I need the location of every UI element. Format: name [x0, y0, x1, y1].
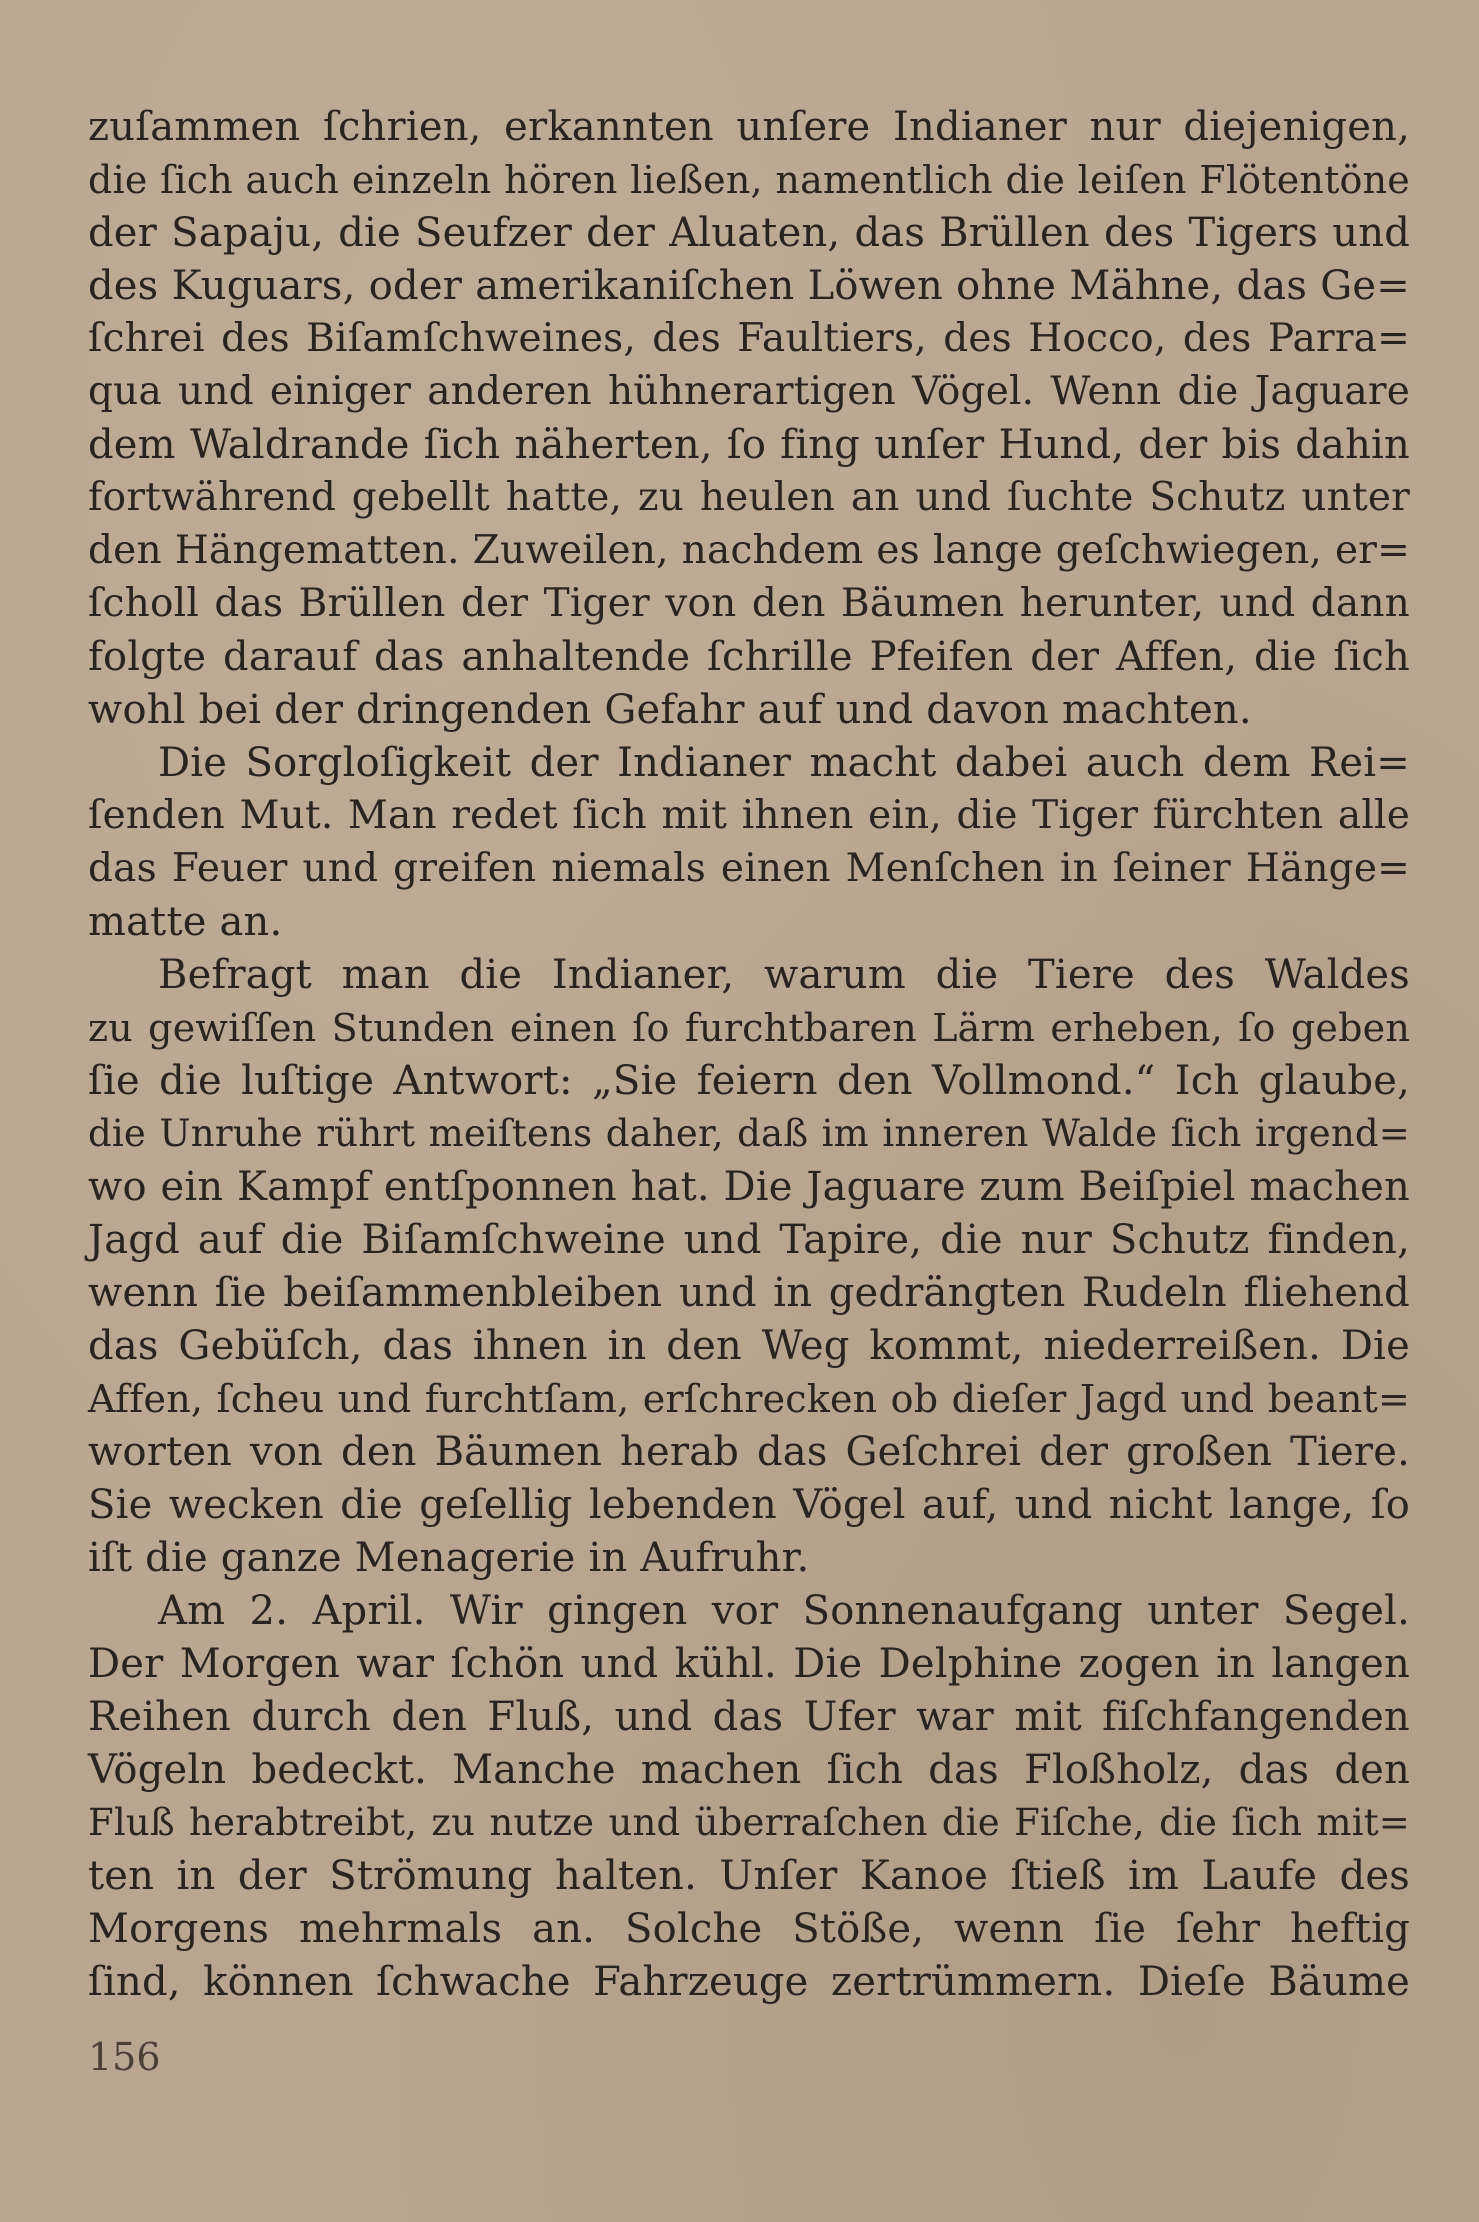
text-line: ſie die luſtige Antwort: „Sie feiern den Vollmond.“ Ich glaube, — [88, 1058, 1410, 1104]
text-line: wohl bei der dringenden Gefahr auf und davon machten. — [88, 687, 1252, 733]
text-line: den Hängematten. Zuweilen, nachdem es lange geſchwiegen, er= — [88, 528, 1410, 573]
text-line: Morgens mehrmals an. Solche Stöße, wenn ſie ſehr heftig — [88, 1906, 1410, 1952]
text-line: ſchrei des Biſamſchweines, des Faultiers, des Hocco, des Parra= — [88, 316, 1410, 361]
text-line: ſcholl das Brüllen der Tiger von den Bäumen herunter, und dann — [88, 581, 1410, 626]
text-line: ſenden Mut. Man redet ſich mit ihnen ein, die Tiger fürchten alle — [88, 793, 1410, 838]
text-line: Jagd auf die Biſamſchweine und Tapire, die nur Schutz finden, — [88, 1217, 1410, 1263]
text-line: wo ein Kampf entſponnen hat. Die Jaguare zum Beiſpiel machen — [88, 1164, 1410, 1210]
page-number: 156 — [88, 2035, 161, 2079]
text-line: die Unruhe rührt meiſtens daher, daß im inneren Walde ſich irgend= — [88, 1112, 1410, 1155]
text-line: Vögeln bedeckt. Manche machen ſich das Floßholz, das den — [88, 1747, 1410, 1793]
text-line: Affen, ſcheu und furchtſam, erſchrecken ob dieſer Jagd und beant= — [88, 1377, 1410, 1421]
text-line: worten von den Bäumen herab das Geſchrei der großen Tiere. — [88, 1429, 1410, 1475]
text-line: Sie wecken die geſellig lebenden Vögel auf, und nicht lange, ſo — [88, 1482, 1410, 1528]
text-line: Fluß herabtreibt, zu nutze und überraſchen die Fiſche, die ſich mit= — [88, 1801, 1410, 1844]
text-line: zuſammen ſchrien, erkannten unſere Indianer nur diejenigen, — [88, 104, 1410, 150]
text-line: fortwährend gebellt hatte, zu heulen an und ſuchte Schutz unter — [88, 475, 1410, 520]
text-line: Die Sorgloſigkeit der Indianer macht dabei auch dem Rei= — [158, 740, 1410, 786]
text-line: dem Waldrande ſich näherten, ſo fing unſer Hund, der bis dahin — [88, 422, 1410, 468]
text-line: zu gewiſſen Stunden einen ſo furchtbaren Lärm erheben, ſo geben — [88, 1006, 1410, 1050]
text-line: Am 2. April. Wir gingen vor Sonnenaufgang unter Segel. — [158, 1588, 1410, 1634]
text-line: iſt die ganze Menagerie in Aufruhr. — [88, 1535, 810, 1581]
text-line: die ſich auch einzeln hören ließen, namentlich die leiſen Flötentöne — [88, 158, 1410, 202]
text-line: Befragt man die Indianer, warum die Tiere des Waldes — [158, 952, 1410, 998]
text-line: Der Morgen war ſchön und kühl. Die Delphine zogen in langen — [88, 1641, 1410, 1687]
text-line: das Gebüſch, das ihnen in den Weg kommt, niederreißen. Die — [88, 1323, 1410, 1369]
text-line: ſind, können ſchwache Fahrzeuge zertrümmern. Dieſe Bäume — [88, 1959, 1410, 2005]
text-line: wenn ſie beiſammenbleiben und in gedrängten Rudeln fliehend — [88, 1270, 1410, 1316]
text-line: des Kuguars, oder amerikaniſchen Löwen ohne Mähne, das Ge= — [88, 263, 1410, 309]
text-line: folgte darauf das anhaltende ſchrille Pfeifen der Affen, die ſich — [88, 634, 1410, 680]
text-line: der Sapaju, die Seufzer der Aluaten, das Brüllen des Tigers und — [88, 210, 1410, 256]
text-line: qua und einiger anderen hühnerartigen Vögel. Wenn die Jaguare — [88, 369, 1410, 414]
text-line: das Feuer und greifen niemals einen Menſchen in ſeiner Hänge= — [88, 846, 1410, 891]
text-line: matte an. — [88, 899, 283, 945]
text-line: Reihen durch den Fluß, und das Ufer war mit fiſchfangenden — [88, 1694, 1410, 1740]
text-line: ten in der Strömung halten. Unſer Kanoe ſtieß im Laufe des — [88, 1853, 1410, 1899]
